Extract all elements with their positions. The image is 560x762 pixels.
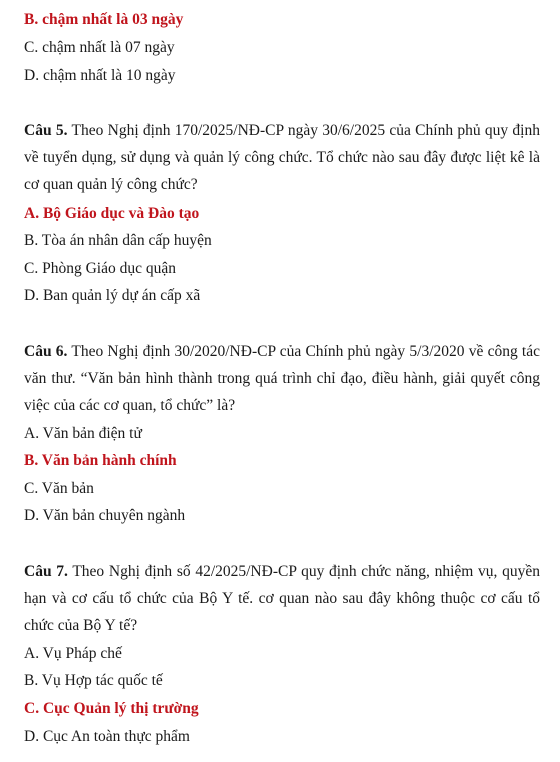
q7-option-a: A. Vụ Pháp chế	[24, 645, 122, 662]
q5-option-b: B. Tòa án nhân dân cấp huyện	[24, 232, 212, 249]
q6-option-c: C. Văn bản	[24, 480, 94, 497]
q6-option-d: D. Văn bản chuyên ngành	[24, 507, 186, 524]
q5-option-c: C. Phòng Giáo dục quận	[24, 260, 176, 277]
q5-option-d: D. Ban quản lý dự án cấp xã	[24, 287, 201, 304]
q5-text: Theo Nghị định 170/2025/NĐ-CP ngày 30/6/2025 của Chính phủ quy định về tuyển dụng, sử dụng và quản lý công chức. Tổ chức nào sau đây được liệt kê là cơ quan quản lý công chức?	[24, 122, 540, 193]
q6-text: Theo Nghị định 30/2020/NĐ-CP của Chính phủ ngày 5/3/2020 về công tác văn thư. “Văn bản hình thành trong quá trình chỉ đạo, điều hành, giải quyết công việc của các cơ quan, tổ chức” là?	[24, 343, 540, 414]
q7-text: Theo Nghị định số 42/2025/NĐ-CP quy định chức năng, nhiệm vụ, quyền hạn và cơ cấu tổ chức của Bộ Y tế. cơ quan nào sau đây không thuộc cơ cấu tổ chức của Bộ Y tế?	[24, 563, 540, 634]
q7-option-d: D. Cục An toàn thực phẩm	[24, 728, 190, 745]
q4-option-d: D. chậm nhất là 10 ngày	[24, 67, 176, 84]
q5-option-a: A. Bộ Giáo dục và Đào tạo	[24, 205, 200, 222]
q7-stem	[24, 558, 540, 639]
q4-option-b: B. chậm nhất là 03 ngày	[24, 11, 184, 28]
q6-label: Câu 6.	[24, 343, 68, 360]
q5-label: Câu 5.	[24, 122, 68, 139]
q6-option-a: A. Văn bản điện tử	[24, 425, 142, 442]
q7-option-c: C. Cục Quản lý thị trường	[24, 700, 199, 717]
q6-stem	[24, 338, 540, 419]
q5-stem	[24, 117, 540, 198]
q7-option-b: B. Vụ Hợp tác quốc tế	[24, 672, 163, 689]
q7-label: Câu 7.	[24, 563, 68, 580]
q6-option-b: B. Văn bản hành chính	[24, 452, 177, 469]
q4-option-c: C. chậm nhất là 07 ngày	[24, 39, 175, 56]
